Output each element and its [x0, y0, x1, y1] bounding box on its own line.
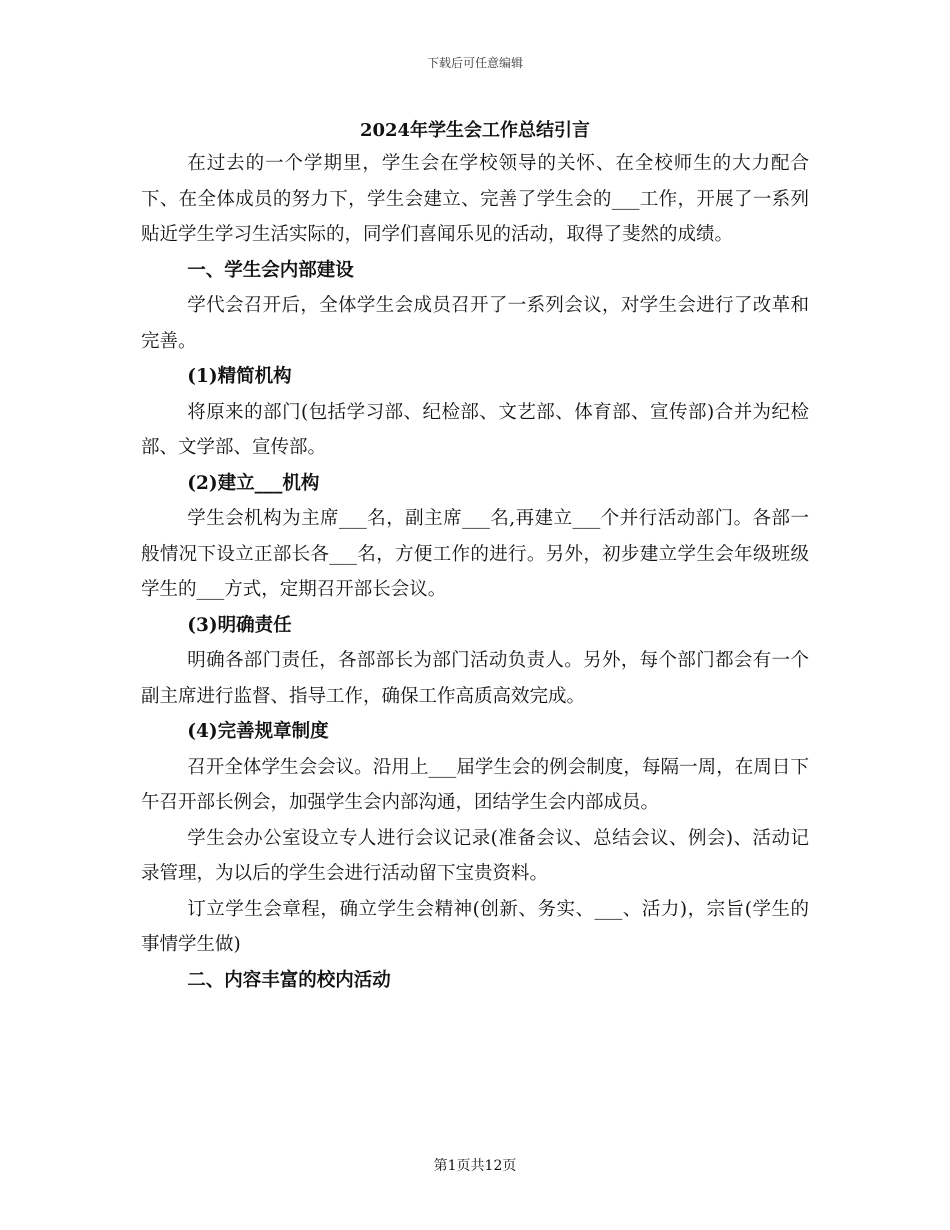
subsection-heading-3: (3)明确责任 — [187, 614, 292, 636]
body-paragraph: 订立学生会章程，确立学生会精神(创新、务实、___、活力)，宗旨(学生的事情学生做) — [141, 898, 809, 955]
body-paragraph: 将原来的部门(包括学习部、纪检部、文艺部、体育部、宣传部)合并为纪检部、文学部、宣传部。 — [141, 401, 809, 458]
subsection-heading-2: (2)建立___机构 — [187, 472, 320, 494]
intro-paragraph: 在过去的一个学期里，学生会在学校领导的关怀、在全校师生的大力配合下、在全体成员的努力下，学生会建立、完善了学生会的___工作，开展了一系列贴近学生学习生活实际的，同学们喜闻乐见的活动，取得了斐然的成绩。 — [141, 153, 809, 245]
body-paragraph: 明确各部门责任，各部部长为部门活动负责人。另外，每个部门都会有一个副主席进行监督、指导工作，确保工作高质高效完成。 — [141, 650, 809, 707]
body-paragraph: 学生会机构为主席___名，副主席___名,再建立___个并行活动部门。各部一般情况下设立正部长各___名，方便工作的进行。另外，初步建立学生会年级班级学生的___方式，定期召开部长会议。 — [141, 508, 809, 600]
section-heading-2: 二、内容丰富的校内活动 — [187, 969, 391, 991]
page-header: 下载后可任意编辑 — [426, 56, 523, 70]
document-body — [141, 146, 809, 998]
body-paragraph: 学代会召开后，全体学生会成员召开了一系列会议，对学生会进行了改革和完善。 — [141, 295, 809, 352]
body-paragraph: 学生会办公室设立专人进行会议记录(准备会议、总结会议、例会)、活动记录管理，为以后的学生会进行活动留下宝贵资料。 — [141, 827, 809, 884]
document-title: 2024年学生会工作总结引言 — [359, 120, 591, 141]
body-paragraph: 召开全体学生会会议。沿用上___届学生会的例会制度，每隔一周，在周日下午召开部长例会，加强学生会内部沟通，团结学生会内部成员。 — [141, 756, 809, 813]
section-heading-1: 一、学生会内部建设 — [187, 259, 354, 281]
page-number: 第1页共12页 — [433, 1158, 517, 1174]
subsection-heading-1: (1)精简机构 — [187, 366, 292, 387]
subsection-heading-4: (4)完善规章制度 — [187, 721, 329, 742]
